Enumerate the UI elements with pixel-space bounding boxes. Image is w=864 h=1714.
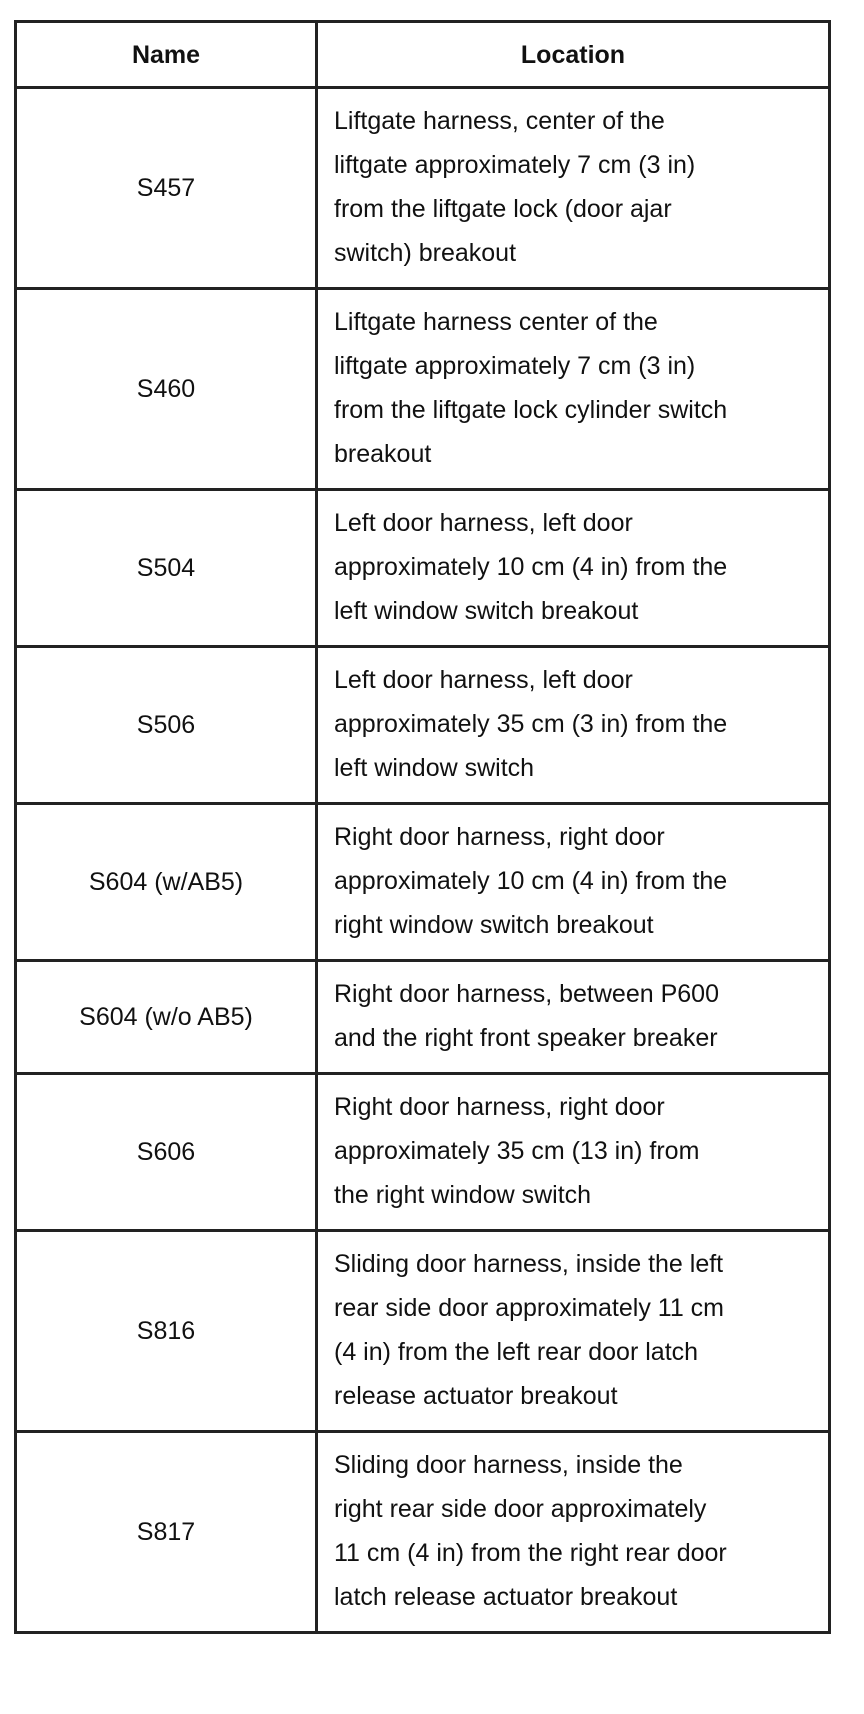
location-line: and the right front speaker breaker — [334, 1024, 718, 1052]
splice-location-cell — [317, 88, 830, 289]
location-line: Right door harness, between P600 — [334, 980, 719, 1008]
table-row — [16, 804, 830, 961]
location-line: approximately 35 cm (13 in) from — [334, 1137, 700, 1165]
table-row — [16, 490, 830, 647]
table-row — [16, 1231, 830, 1432]
location-line: (4 in) from the left rear door latch — [334, 1338, 699, 1366]
location-line: left window switch breakout — [334, 597, 639, 625]
location-line: liftgate approximately 7 cm (3 in) — [334, 352, 696, 380]
table-row — [16, 289, 830, 490]
splice-location-cell — [317, 1074, 830, 1231]
table-row — [16, 961, 830, 1074]
name-column-header: Name — [16, 22, 317, 88]
table-body — [16, 88, 830, 1633]
location-line: the right window switch — [334, 1181, 592, 1209]
splice-name-cell: S457 — [16, 88, 317, 289]
location-line: switch) breakout — [334, 239, 517, 267]
splice-location-cell — [317, 490, 830, 647]
location-line: rear side door approximately 11 cm — [334, 1294, 724, 1322]
location-line: approximately 10 cm (4 in) from the — [334, 553, 728, 581]
location-line: liftgate approximately 7 cm (3 in) — [334, 151, 696, 179]
location-line: approximately 35 cm (3 in) from the — [334, 710, 728, 738]
splice-location-cell — [317, 289, 830, 490]
location-column-header: Location — [317, 22, 830, 88]
location-line: Left door harness, left door — [334, 509, 633, 537]
splice-location-cell — [317, 1432, 830, 1633]
table-row — [16, 647, 830, 804]
location-line: Sliding door harness, inside the left — [334, 1250, 724, 1278]
splice-name-cell: S817 — [16, 1432, 317, 1633]
location-line: right rear side door approximately — [334, 1495, 707, 1523]
splice-name-cell: S506 — [16, 647, 317, 804]
splice-location-cell — [317, 961, 830, 1074]
splice-name-cell: S604 (w/o AB5) — [16, 961, 317, 1074]
location-line: latch release actuator breakout — [334, 1583, 678, 1611]
table-row — [16, 1074, 830, 1231]
location-line: release actuator breakout — [334, 1382, 618, 1410]
splice-location-cell — [317, 1231, 830, 1432]
location-line: Liftgate harness center of the — [334, 308, 658, 336]
table-header — [16, 22, 830, 88]
location-line: approximately 10 cm (4 in) from the — [334, 867, 728, 895]
location-line: Left door harness, left door — [334, 666, 633, 694]
splice-location-cell — [317, 804, 830, 961]
location-line: breakout — [334, 440, 432, 468]
location-line: 11 cm (4 in) from the right rear door — [334, 1539, 727, 1567]
location-line: from the liftgate lock cylinder switch — [334, 396, 728, 424]
splice-name-cell: S606 — [16, 1074, 317, 1231]
splice-name-cell: S816 — [16, 1231, 317, 1432]
location-line: Right door harness, right door — [334, 1093, 665, 1121]
splice-name-cell: S504 — [16, 490, 317, 647]
location-line: right window switch breakout — [334, 911, 654, 939]
location-line: Liftgate harness, center of the — [334, 107, 665, 135]
location-line: left window switch — [334, 754, 535, 782]
splice-location-table — [14, 20, 831, 1634]
table-row — [16, 88, 830, 289]
splice-name-cell: S460 — [16, 289, 317, 490]
location-line: from the liftgate lock (door ajar — [334, 195, 672, 223]
splice-name-cell: S604 (w/AB5) — [16, 804, 317, 961]
splice-location-cell — [317, 647, 830, 804]
location-line: Right door harness, right door — [334, 823, 665, 851]
header-row — [16, 22, 830, 88]
table-row — [16, 1432, 830, 1633]
location-line: Sliding door harness, inside the — [334, 1451, 683, 1479]
